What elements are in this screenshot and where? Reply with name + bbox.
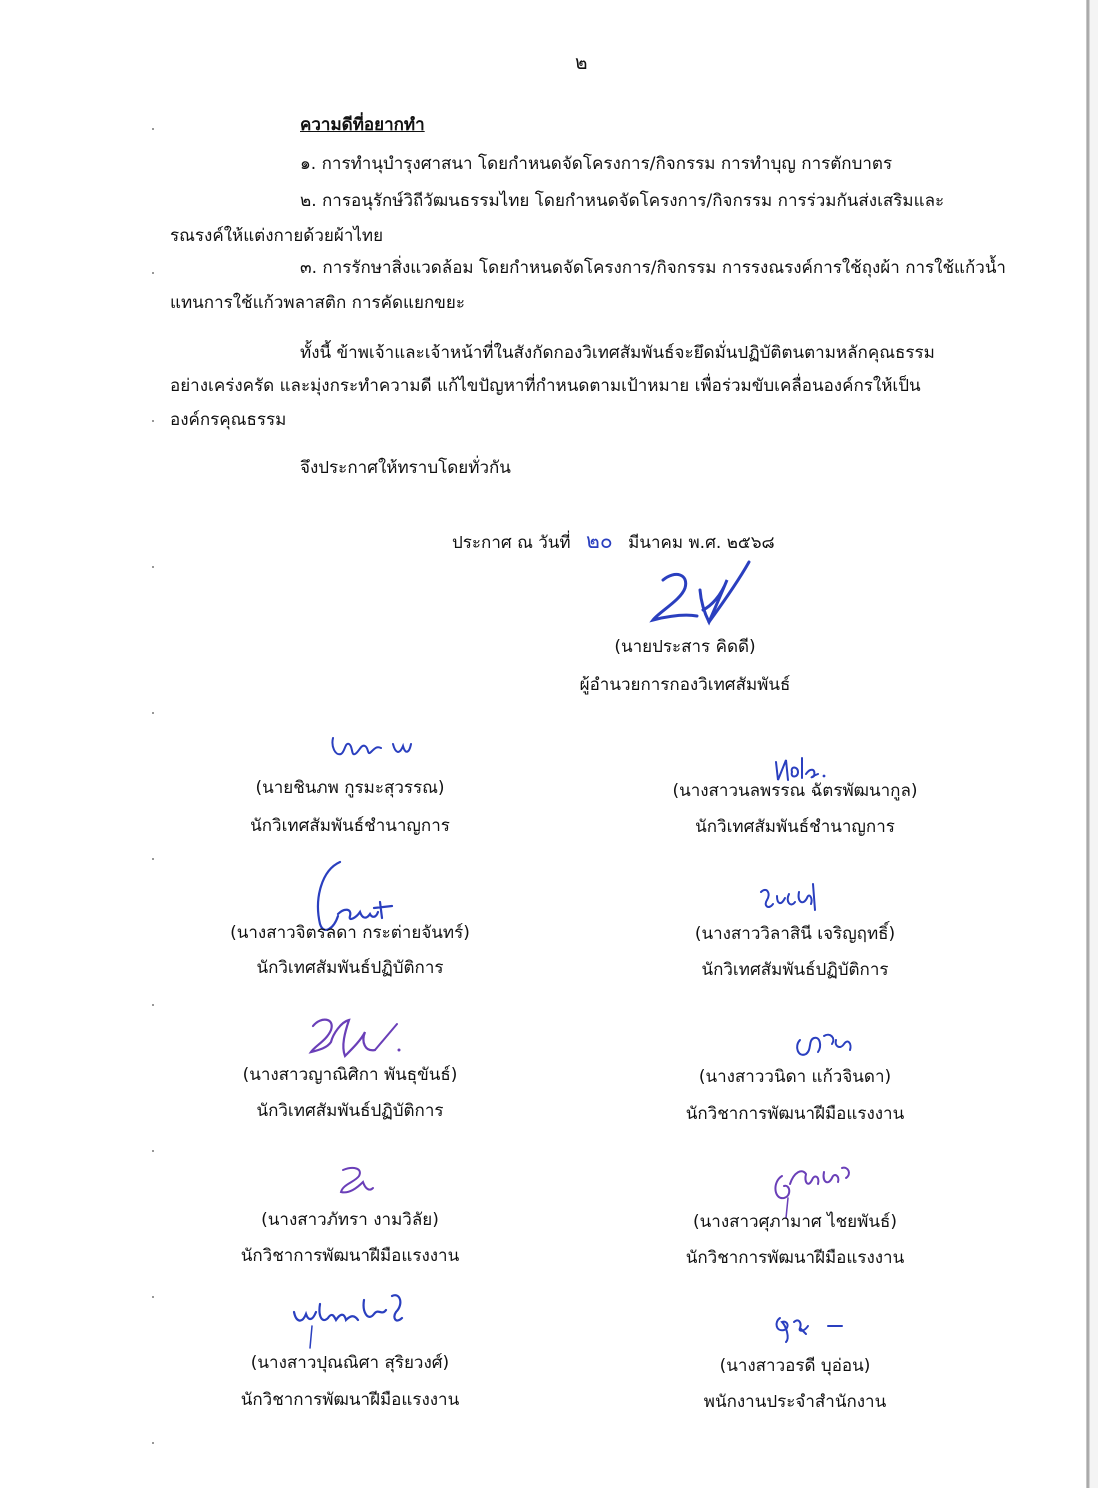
margin-dot [152,272,154,274]
date-month-year: มีนาคม พ.ศ. ๒๕๖๘ [628,533,775,553]
item-3-line-1: ๓. การรักษาสิ่งแวดล้อม โดยกำหนดจัดโครงการ/กิจกรรม การรงณรงค์การใช้ถุงผ้า การใช้แก้วน้ำ [300,258,1006,278]
right-2-name: (นางสาววิลาสินี เจริญฤทธิ์) [694,924,896,944]
left-4-position: นักวิชาการพัฒนาฝีมือแรงงาน [240,1246,460,1266]
left-4-name: (นางสาวภัทรา งามวิลัย) [261,1210,439,1230]
announcement: จึงประกาศให้ทราบโดยทั่วกัน [300,458,511,478]
margin-dot [152,1004,154,1006]
signature-yanisika [305,1012,405,1066]
page-edge [1086,0,1090,1488]
right-5-position: พนักงานประจำสำนักงาน [703,1392,887,1412]
right-1-name: (นางสาวนลพรรณ ฉัตรพัฒนากูล) [672,781,918,801]
item-2-line-1: ๒. การอนุรักษ์วิถีวัฒนธรรมไทย โดยกำหนดจัดโครงการ/กิจกรรม การร่วมกันส่งเสริมและ [300,191,945,211]
margin-dot [152,858,154,860]
signature-wilasinee [755,880,825,924]
section-heading: ความดีที่อยากทำ [300,115,425,135]
right-2-position: นักวิเทศสัมพันธ์ปฏิบัติการ [701,960,889,980]
item-3-line-2: แทนการใช้แก้วพลาสติก การคัดแยกขยะ [170,293,465,313]
date-day: ๒๐ [586,529,613,553]
closing-line-3: องค์กรคุณธรรม [170,410,287,430]
left-1-position: นักวิเทศสัมพันธ์ชำนาญการ [250,816,450,836]
margin-dot [152,420,154,422]
director-signature [645,560,765,639]
margin-dot [152,128,154,130]
left-2-position: นักวิเทศสัมพันธ์ปฏิบัติการ [256,958,444,978]
signature-oradee [770,1308,850,1348]
item-2-line-2: รณรงค์ให้แต่งกายด้วยผ้าไทย [170,226,384,246]
date-prefix: ประกาศ ณ วันที่ [452,533,571,553]
left-2-name: (นางสาวจิตรลดา กระต่ายจันทร์) [230,923,470,943]
left-1-name: (นายชินภพ กูรมะสุวรรณ) [255,778,445,798]
margin-dot [152,1296,154,1298]
date-line [452,530,775,554]
closing-line-1: ทั้งนี้ ข้าพเจ้าและเจ้าหน้าที่ในสังกัดกองวิเทศสัมพันธ์จะยึดมั่นปฏิบัติตนตามหลักคุณธรรม [300,343,935,363]
signature-chinnaphop [325,732,415,768]
page-shadow [1090,0,1098,1488]
closing-line-2: อย่างเคร่งครัด และมุ่งกระทำความดี แก้ไขปัญหาที่กำหนดตามเป้าหมาย เพื่อร่วมขับเคลื่อนองค์กรให้เป็น [170,376,921,396]
right-1-position: นักวิเทศสัมพันธ์ชำนาญการ [695,817,895,837]
item-1-line-1: ๑. การทำนุบำรุงศาสนา โดยกำหนดจัดโครงการ/กิจกรรม การทำบุญ การตักบาตร [300,154,893,174]
director-position: ผู้อำนวยการกองวิเทศสัมพันธ์ [579,675,791,695]
left-5-position: นักวิชาการพัฒนาฝีมือแรงงาน [240,1390,460,1410]
right-4-position: นักวิชาการพัฒนาฝีมือแรงงาน [685,1248,905,1268]
right-3-position: นักวิชาการพัฒนาฝีมือแรงงาน [685,1104,905,1124]
signature-punnisa [288,1290,418,1354]
right-3-name: (นางสาววนิดา แก้วจินดา) [698,1067,892,1087]
left-3-name: (นางสาวญาณิศิกา พันธุขันธ์) [242,1065,458,1085]
margin-dot [152,566,154,568]
right-4-name: (นางสาวศุภามาศ ไชยพันธ์) [693,1212,897,1232]
page-number: ๒ [575,52,588,74]
director-name: (นายประสาร คิดดี) [614,637,756,657]
margin-dot [152,1150,154,1152]
signature-wanida [790,1026,860,1068]
left-5-name: (นางสาวปุณณิศา สุริยวงศ์) [250,1353,450,1373]
signature-phattra [335,1164,385,1208]
left-3-position: นักวิเทศสัมพันธ์ปฏิบัติการ [256,1101,444,1121]
margin-dot [152,712,154,714]
margin-dot [152,1442,154,1444]
right-5-name: (นางสาวอรดี บุอ่อน) [719,1356,871,1376]
